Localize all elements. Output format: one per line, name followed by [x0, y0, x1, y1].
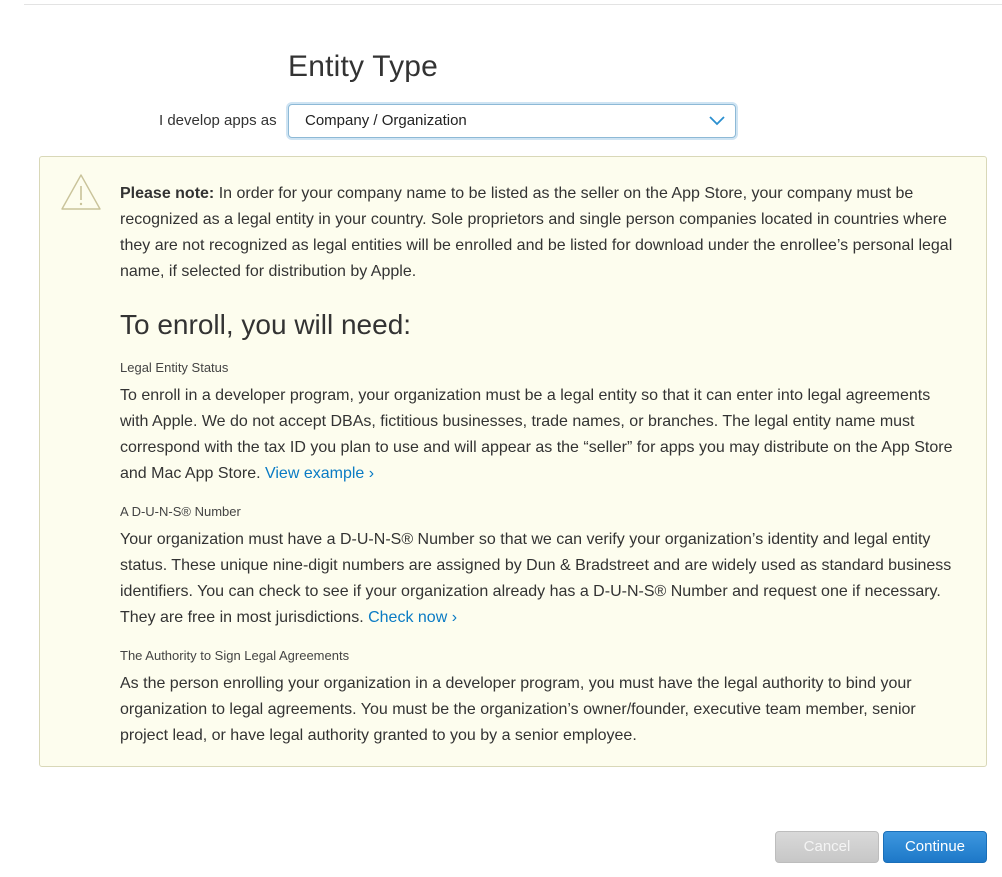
notice-panel — [39, 156, 987, 767]
section-title-authority: The Authority to Sign Legal Agreements — [120, 648, 350, 663]
entity-type-value: Company / Organization — [305, 112, 467, 129]
check-now-link[interactable]: Check now › — [368, 609, 458, 626]
section-text-legal-entity — [120, 383, 955, 487]
page-title: Entity Type — [288, 50, 439, 83]
warning-triangle-icon — [60, 173, 102, 211]
notice-content — [120, 181, 955, 749]
section-title-legal-entity: Legal Entity Status — [120, 360, 229, 375]
notice-text: In order for your company name to be listed as the seller on the App Store, your company must be recognized as a legal entity in your country. Sole proprietors and single person companies located in countries where they are not recognized as legal entities will be enrolled and be listed for download under the enrollee’s personal legal name, if selected for distribution by Apple. — [120, 185, 953, 280]
notice-paragraph — [120, 181, 955, 285]
legal-entity-text: To enroll in a developer program, your organization must be a legal entity so that it can enter into legal agreements with Apple. We do not accept DBAs, fictitious businesses, trade names, or branches. The legal entity name must correspond with the tax ID you plan to use and will appear as the “seller” for apps you may distribute on the App Store and Mac App Store. — [120, 387, 953, 482]
view-example-link[interactable]: View example › — [264, 465, 375, 482]
entity-type-select[interactable] — [288, 104, 736, 138]
duns-text: Your organization must have a D-U-N-S® Number so that we can verify your organization’s identity and legal entity status. These unique nine-digit numbers are assigned by Dun & Bradstreet and are widely used as standard business identifiers. You can check to see if your organization already has a D-U-N-S® Number and request one if necessary. They are free in most jurisdictions. — [120, 531, 952, 626]
cancel-button[interactable]: Cancel — [775, 831, 879, 863]
top-divider — [24, 4, 1002, 5]
requirements-heading: To enroll, you will need: — [120, 309, 412, 340]
continue-button[interactable]: Continue — [883, 831, 987, 863]
section-title-duns: A D-U-N-S® Number — [120, 504, 241, 519]
section-text-authority: As the person enrolling your organization in a developer program, you must have the legal authority to bind your organization to legal agreements. You must be the organization’s owner/founder, executive team member, senior project lead, or have legal authority granted to you by a senior employee. — [120, 675, 916, 744]
notice-lead: Please note: — [120, 185, 215, 202]
entity-type-label: I develop apps as — [159, 112, 277, 129]
chevron-down-icon — [709, 116, 725, 126]
section-text-duns — [120, 527, 955, 631]
